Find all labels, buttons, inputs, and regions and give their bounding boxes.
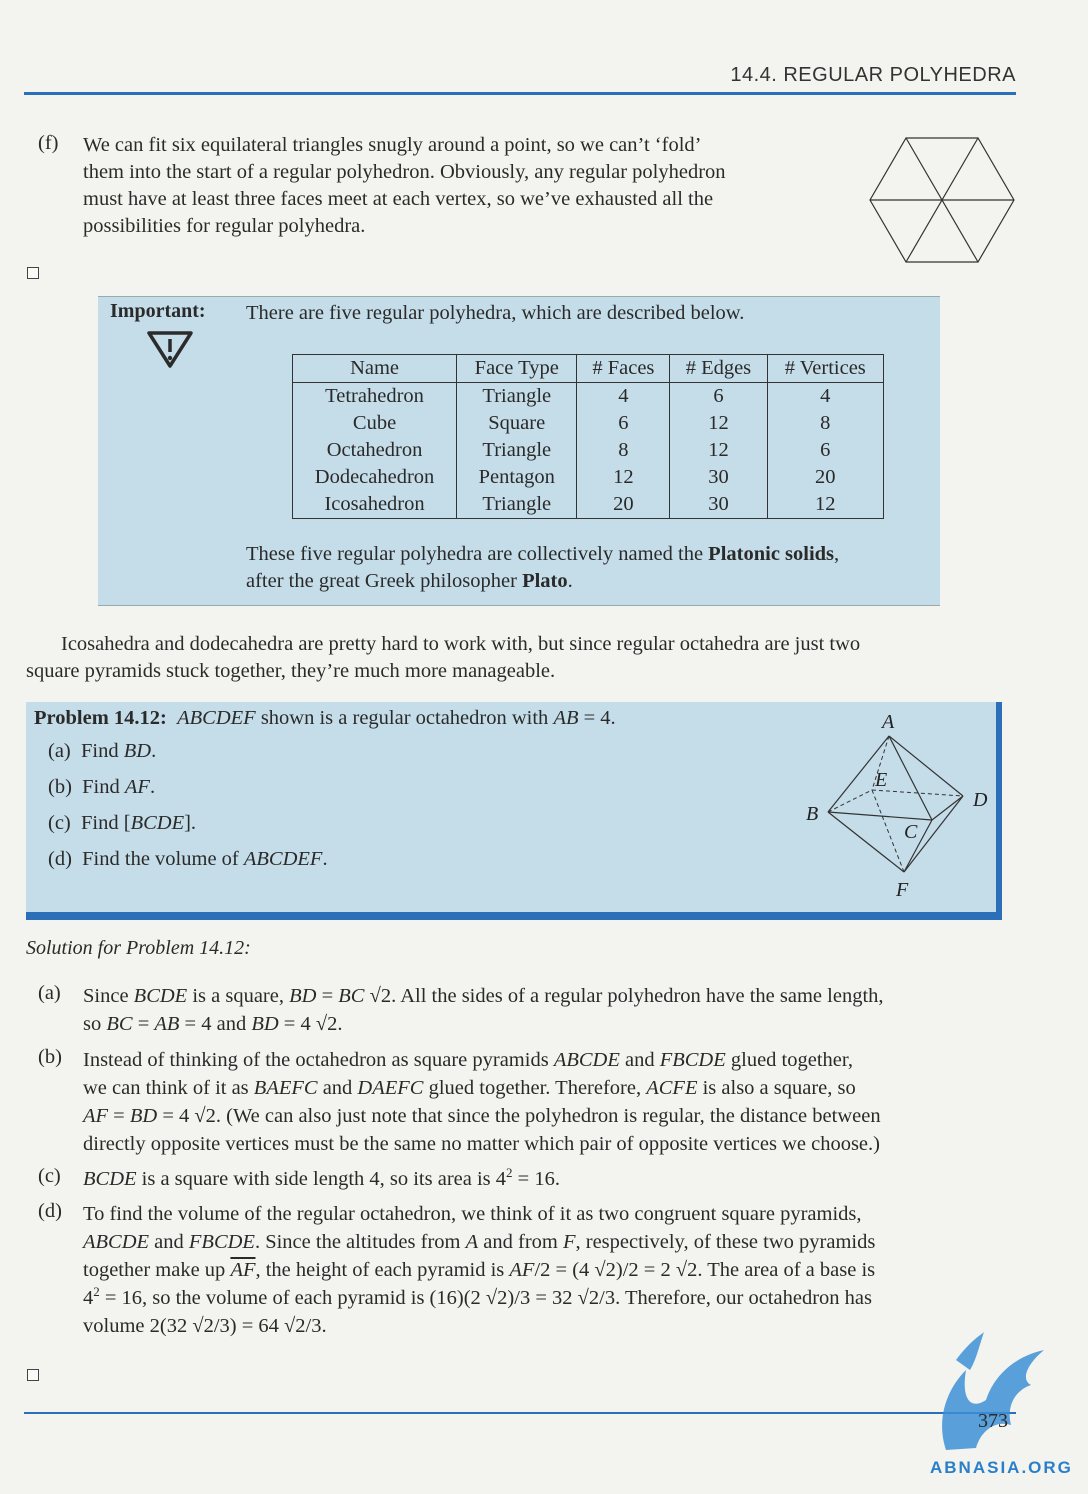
- solution-a-label: (a): [38, 982, 61, 1004]
- table-row: [293, 383, 884, 411]
- part-f-label: (f): [38, 132, 59, 154]
- vertex-label-B: B: [806, 803, 819, 825]
- table-cell: Icosahedron: [293, 491, 457, 519]
- table-cell: 30: [670, 464, 767, 491]
- table-cell: 20: [577, 491, 670, 519]
- footer-rule: [24, 1412, 1016, 1414]
- table-cell: 12: [577, 464, 670, 491]
- table-row: [293, 491, 884, 519]
- table-header: Face Type: [457, 355, 577, 383]
- part-f-line: We can fit six equilateral triangles snugly around a point, so we can’t ‘fold’: [83, 134, 702, 156]
- bird-logo-icon: [926, 1330, 1050, 1454]
- part-f-line: must have at least three faces meet at each vertex, so we’ve exhausted all the: [83, 188, 714, 210]
- table-cell: Pentagon: [457, 464, 577, 491]
- table-row: [293, 464, 884, 491]
- header-rule: [24, 92, 1016, 95]
- table-header: # Edges: [670, 355, 767, 383]
- table-cell: Cube: [293, 410, 457, 437]
- table-cell: 4: [767, 383, 883, 411]
- term-plato: Plato: [522, 570, 568, 592]
- table-cell: 6: [670, 383, 767, 411]
- table-cell: 4: [577, 383, 670, 411]
- watermark: ABNASIA.ORG: [930, 1458, 1073, 1477]
- solution-d-text: To find the volume of the regular octahedron, we think of it as two congruent square pyramids, ABCDE and FBCDE. Since the altitudes from A and from F, respectively, of these two pyramids together make up $\overline{AF}$, the height of each pyramid is AF/2 = (4 √2)/2 = 2 √2. The area of a base is $4^2 = 16$, so the volume of each pyramid is (16)(2 √2)/3 = 32 √2/3. Therefore, our octahedron has volume 2(32 √2/3) = 64 √2/3.: [83, 1203, 876, 1337]
- problem-statement: Problem 14.12: ABCDEF shown is a regular octahedron with AB = 4.: [34, 707, 616, 729]
- table-cell: Tetrahedron: [293, 383, 457, 411]
- vertex-label-F: F: [896, 879, 909, 901]
- table-cell: 8: [577, 437, 670, 464]
- edge-BF: [828, 812, 904, 872]
- qed-box: [27, 1369, 39, 1381]
- octahedron-figure: [800, 706, 996, 902]
- table-cell: 12: [767, 491, 883, 519]
- warning-icon: [146, 330, 194, 370]
- table-cell: Octahedron: [293, 437, 457, 464]
- table-cell: 6: [577, 410, 670, 437]
- problem-item: (a) Find BD.: [48, 740, 157, 762]
- hexagon-triangles-figure: [866, 134, 1018, 266]
- table-cell: 8: [767, 410, 883, 437]
- table-cell: Dodecahedron: [293, 464, 457, 491]
- important-intro: There are five regular polyhedra, which are described below.: [246, 302, 745, 324]
- edge-AC: [889, 736, 932, 820]
- vertex-label-A: A: [882, 711, 895, 733]
- solution-b-label: (b): [38, 1046, 62, 1068]
- problem-item: (b) Find AF.: [48, 776, 156, 798]
- problem-label: Problem 14.12:: [34, 707, 167, 729]
- problem-item: (d) Find the volume of ABCDEF.: [48, 848, 328, 870]
- important-label: Important:: [110, 300, 206, 322]
- problem-item: (c) Find [BCDE].: [48, 812, 197, 834]
- solution-b-text: Instead of thinking of the octahedron as square pyramids ABCDE and FBCDE glued together, we can think of it as BAEFC and DAEFC glued together. Therefore, ACFE is also a square, so AF = BD = 4 √2. (We can also just note that since the polyhedron is regular, the distance between directly opposite vertices must be the same no matter which pair of opposite vertices we choose.): [83, 1049, 881, 1155]
- table-cell: Square: [457, 410, 577, 437]
- edge-BC: [828, 812, 932, 820]
- transition-paragraph: Icosahedra and dodecahedra are pretty hard to work with, but since regular octahedra are just two square pyramids stuck together, they’re much more manageable.: [26, 633, 861, 682]
- page-number: 373: [978, 1410, 1008, 1432]
- part-f-line: possibilities for regular polyhedra.: [83, 215, 366, 237]
- polyhedra-table: [292, 354, 884, 519]
- table-header-row: [293, 355, 884, 383]
- table-cell: 12: [670, 410, 767, 437]
- solution-c-label: (c): [38, 1165, 61, 1187]
- solution-d-label: (d): [38, 1200, 62, 1222]
- table-header: # Vertices: [767, 355, 883, 383]
- table-cell: 20: [767, 464, 883, 491]
- table-cell: 12: [670, 437, 767, 464]
- section-title: 14.4. REGULAR POLYHEDRA: [730, 64, 1016, 86]
- table-cell: 6: [767, 437, 883, 464]
- table-header: # Faces: [577, 355, 670, 383]
- vertex-label-E: E: [875, 769, 888, 791]
- table-cell: Triangle: [457, 383, 577, 411]
- part-f-line: them into the start of a regular polyhedron. Obviously, any regular polyhedron: [83, 161, 726, 183]
- platonic-note: These five regular polyhedra are collectively named the Platonic solids, after the great Greek philosopher Plato.: [246, 543, 840, 592]
- edge-AD: [889, 736, 963, 796]
- solution-title: Solution for Problem 14.12:: [26, 937, 251, 959]
- solution-c-text: BCDE is a square with side length 4, so its area is $4^2 = 16$.: [83, 1165, 560, 1190]
- vertex-label-D: D: [973, 789, 988, 811]
- table-row: [293, 410, 884, 437]
- term-platonic-solids: Platonic solids: [708, 543, 835, 565]
- vertex-label-C: C: [904, 821, 918, 843]
- table-header: Name: [293, 355, 457, 383]
- qed-box: [27, 267, 39, 279]
- hidden-edge-BE: [828, 790, 872, 812]
- table-cell: Triangle: [457, 437, 577, 464]
- table-row: [293, 437, 884, 464]
- part-f-text: [83, 132, 853, 240]
- solution-a-text: Since BCDE is a square, BD = BC √2. All the sides of a regular polyhedron have the same length, so BC = AB = 4 and BD = 4 √2.: [83, 985, 884, 1035]
- table-cell: 30: [670, 491, 767, 519]
- table-cell: Triangle: [457, 491, 577, 519]
